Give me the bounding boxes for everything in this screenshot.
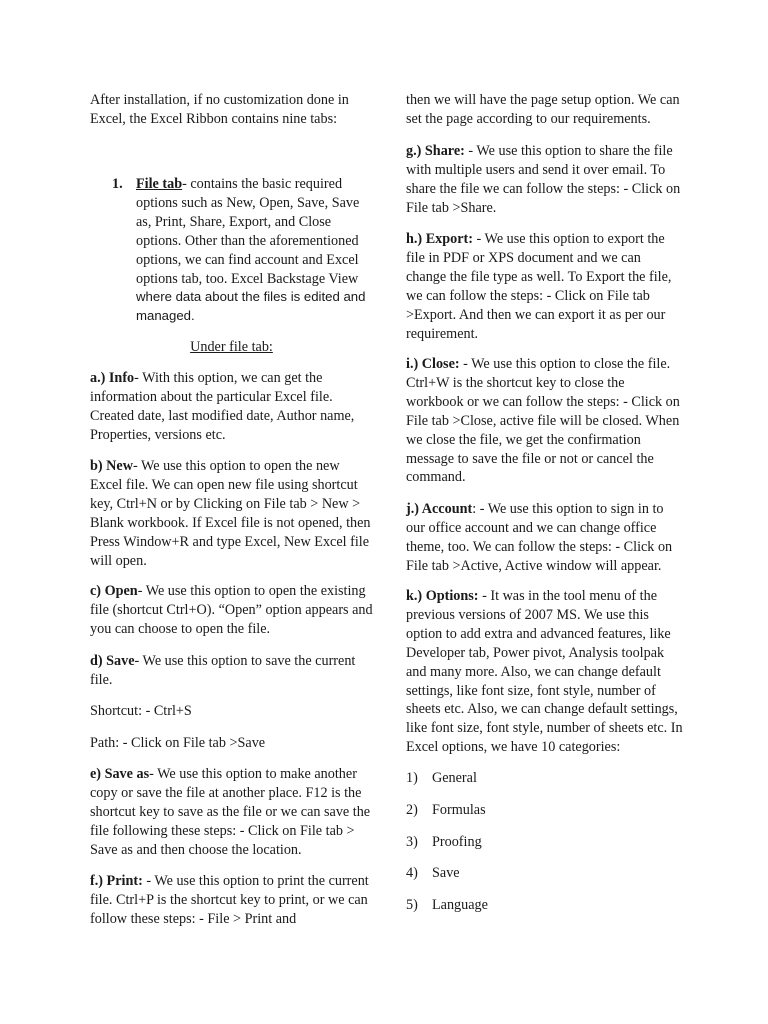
share-label: g.) Share: [406, 143, 465, 159]
save-as-paragraph [90, 765, 373, 860]
print-paragraph [90, 872, 373, 929]
info-text: - With this option, we can get the information about the particular Excel file. Created date, last modified date, Author name, Properties, versions etc. [90, 370, 355, 443]
new-label: b) New [90, 458, 133, 474]
category-number: 2) [406, 802, 418, 818]
category-label: Proofing [432, 834, 482, 850]
file-tab-title: File tab [136, 176, 183, 192]
save-path: Path: - Click on File tab >Save [90, 735, 266, 751]
account-paragraph [406, 500, 684, 576]
account-label: j.) Account [406, 501, 473, 517]
export-paragraph [406, 230, 684, 343]
new-paragraph [90, 457, 373, 570]
category-label: General [432, 770, 477, 786]
intro-paragraph: After installation, if no customization done in Excel, the Excel Ribbon contains nine tabs: [90, 92, 349, 127]
category-label: Language [432, 897, 488, 913]
share-text: - We use this option to share the file with multiple users and send it over email. To share the file we can follow the steps: - Click on File tab >Share. [406, 143, 681, 216]
options-label: k.) Options: [406, 588, 479, 604]
share-paragraph [406, 142, 684, 218]
open-label: c) Open [90, 583, 138, 599]
category-number: 3) [406, 834, 418, 850]
category-number: 4) [406, 865, 418, 881]
category-number: 1) [406, 770, 418, 786]
info-label: a.) Info [90, 370, 135, 386]
save-paragraph [90, 652, 373, 690]
open-text: - We use this option to open the existing file (shortcut Ctrl+O). “Open” option appears and you can choose to open the file. [90, 583, 373, 637]
file-tab-text: - contains the basic required options such as New, Open, Save, Save as, Print, Share, Export, and Close options. Other than the aforementioned options, we can find account and Excel options tab, too. Excel Backstage View [136, 176, 360, 287]
options-text: - It was in the tool menu of the previous versions of 2007 MS. We use this option to add extra and advanced features, like Developer tab, Power pivot, Analysis toolpak and many more. Also, we can change default settings, like font size, font style, number of sheets etc. Also, we can change default settings, like font size, font style, number of sheets etc. In Excel options, we have 10 categories: [406, 588, 683, 756]
list-number: 1. [112, 176, 123, 192]
under-file-tab-heading: Under file tab: [190, 339, 273, 355]
category-number: 5) [406, 897, 418, 913]
open-paragraph [90, 582, 373, 639]
print-label: f.) Print: [90, 873, 143, 889]
save-as-text: - We use this option to make another copy or save the file at another place. F12 is the shortcut key to save as the file or we can save the file following these steps: - Click on File tab > Save as and then choose the location. [90, 766, 371, 858]
save-label: d) Save [90, 653, 135, 669]
file-tab-text-sans: where data about the files is edited and managed. [136, 289, 366, 324]
category-label: Formulas [432, 802, 486, 818]
close-label: i.) Close: [406, 356, 460, 372]
category-label: Save [432, 865, 460, 881]
file-tab-description [136, 175, 373, 326]
save-as-label: e) Save as [90, 766, 150, 782]
options-paragraph [406, 587, 684, 757]
save-shortcut: Shortcut: - Ctrl+S [90, 703, 192, 719]
close-paragraph [406, 355, 684, 487]
new-text: - We use this option to open the new Excel file. We can open new file using shortcut key, Ctrl+N or by Clicking on File tab > New > Blank workbook. If Excel file is not opened, then Press Window+R and type Excel, New Excel file will open. [90, 458, 371, 569]
close-text: - We use this option to close the file. Ctrl+W is the shortcut key to close the workbook or we can follow the steps: - Click on File tab >Close, active file will be closed. When we close the file, we get the confirmation message to save the file or not or cancel the command. [406, 356, 680, 486]
export-label: h.) Export: [406, 231, 473, 247]
print-continued: then we will have the page setup option. We can set the page according to our requirements. [406, 92, 680, 127]
info-paragraph [90, 369, 373, 445]
account-text: : - We use this option to sign in to our office account and we can change office theme, too. We can follow the steps: - Click on File tab >Active, Active window will appear. [406, 501, 673, 574]
print-text: - We use this option to print the current file. Ctrl+P is the shortcut key to print, or we can follow these steps: - File > Print and [90, 873, 369, 927]
export-text: - We use this option to export the file in PDF or XPS document and we can change the file type as well. To Export the file, we can follow the steps: - Click on File tab >Export. And then we can export it as per our requirement. [406, 231, 672, 342]
save-text: - We use this option to save the current file. [90, 653, 356, 688]
